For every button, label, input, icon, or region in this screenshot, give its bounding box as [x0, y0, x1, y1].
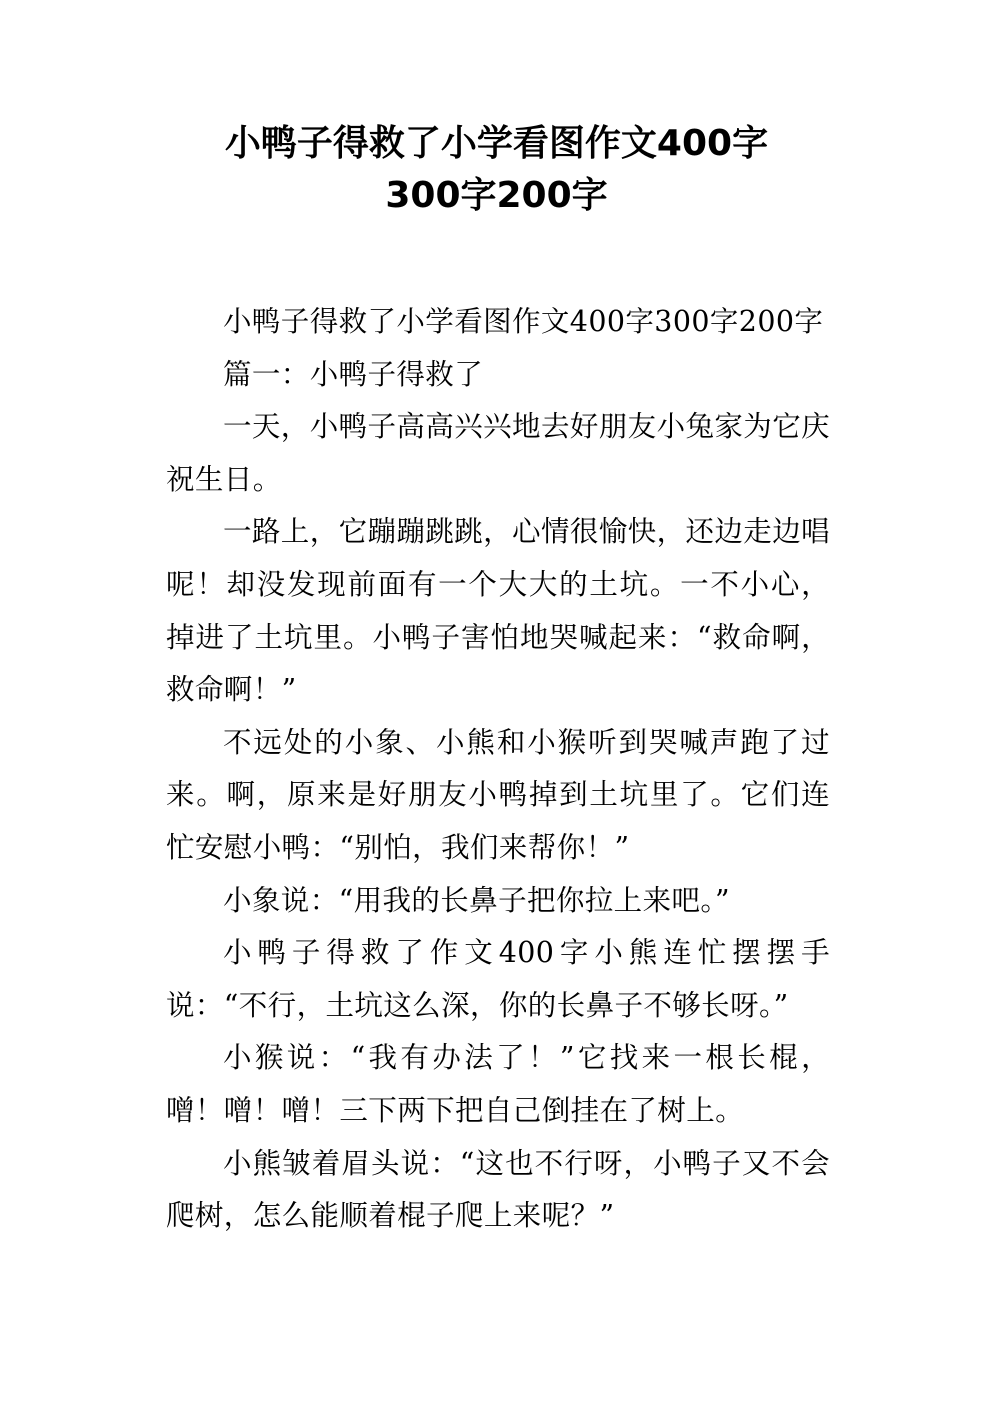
paragraph: 小猴说：“我有办法了！”它找来一根长棍，噌！噌！噌！三下两下把自己倒挂在了树上。 [166, 1041, 830, 1127]
paragraph: 小象说：“用我的长鼻子把你拉上来吧。” [223, 883, 730, 917]
paragraph: 小鸭子得救了作文400字小熊连忙摆摆手说：“不行，土坑这么深，你的长鼻子不够长呀。” [166, 936, 830, 1022]
title-line-2: 300字200字 [385, 175, 608, 216]
paragraph: 一路上，它蹦蹦跳跳，心情很愉快，还边走边唱呢！却没发现前面有一个大大的土坑。一不小心，掉进了土坑里。小鸭子害怕地哭喊起来：“救命啊，救命啊！” [166, 515, 830, 707]
paragraph-subtitle: 小鸭子得救了小学看图作文400字300字200字 [223, 305, 824, 338]
paragraph-chapter-heading: 篇一：小鸭子得救了 [223, 357, 484, 391]
paragraph: 一天，小鸭子高高兴兴地去好朋友小兔家为它庆祝生日。 [166, 410, 830, 496]
title-line-1: 小鸭子得救了小学看图作文400字 [224, 123, 769, 164]
document-body [166, 296, 830, 1243]
paragraph: 小熊皱着眉头说：“这也不行呀，小鸭子又不会爬树，怎么能顺着棍子爬上来呢？” [166, 1146, 830, 1233]
paragraph: 不远处的小象、小熊和小猴听到哭喊声跑了过来。啊，原来是好朋友小鸭掉到土坑里了。它们连忙安慰小鸭：“别怕，我们来帮你！” [166, 725, 830, 864]
document-title [120, 118, 873, 222]
